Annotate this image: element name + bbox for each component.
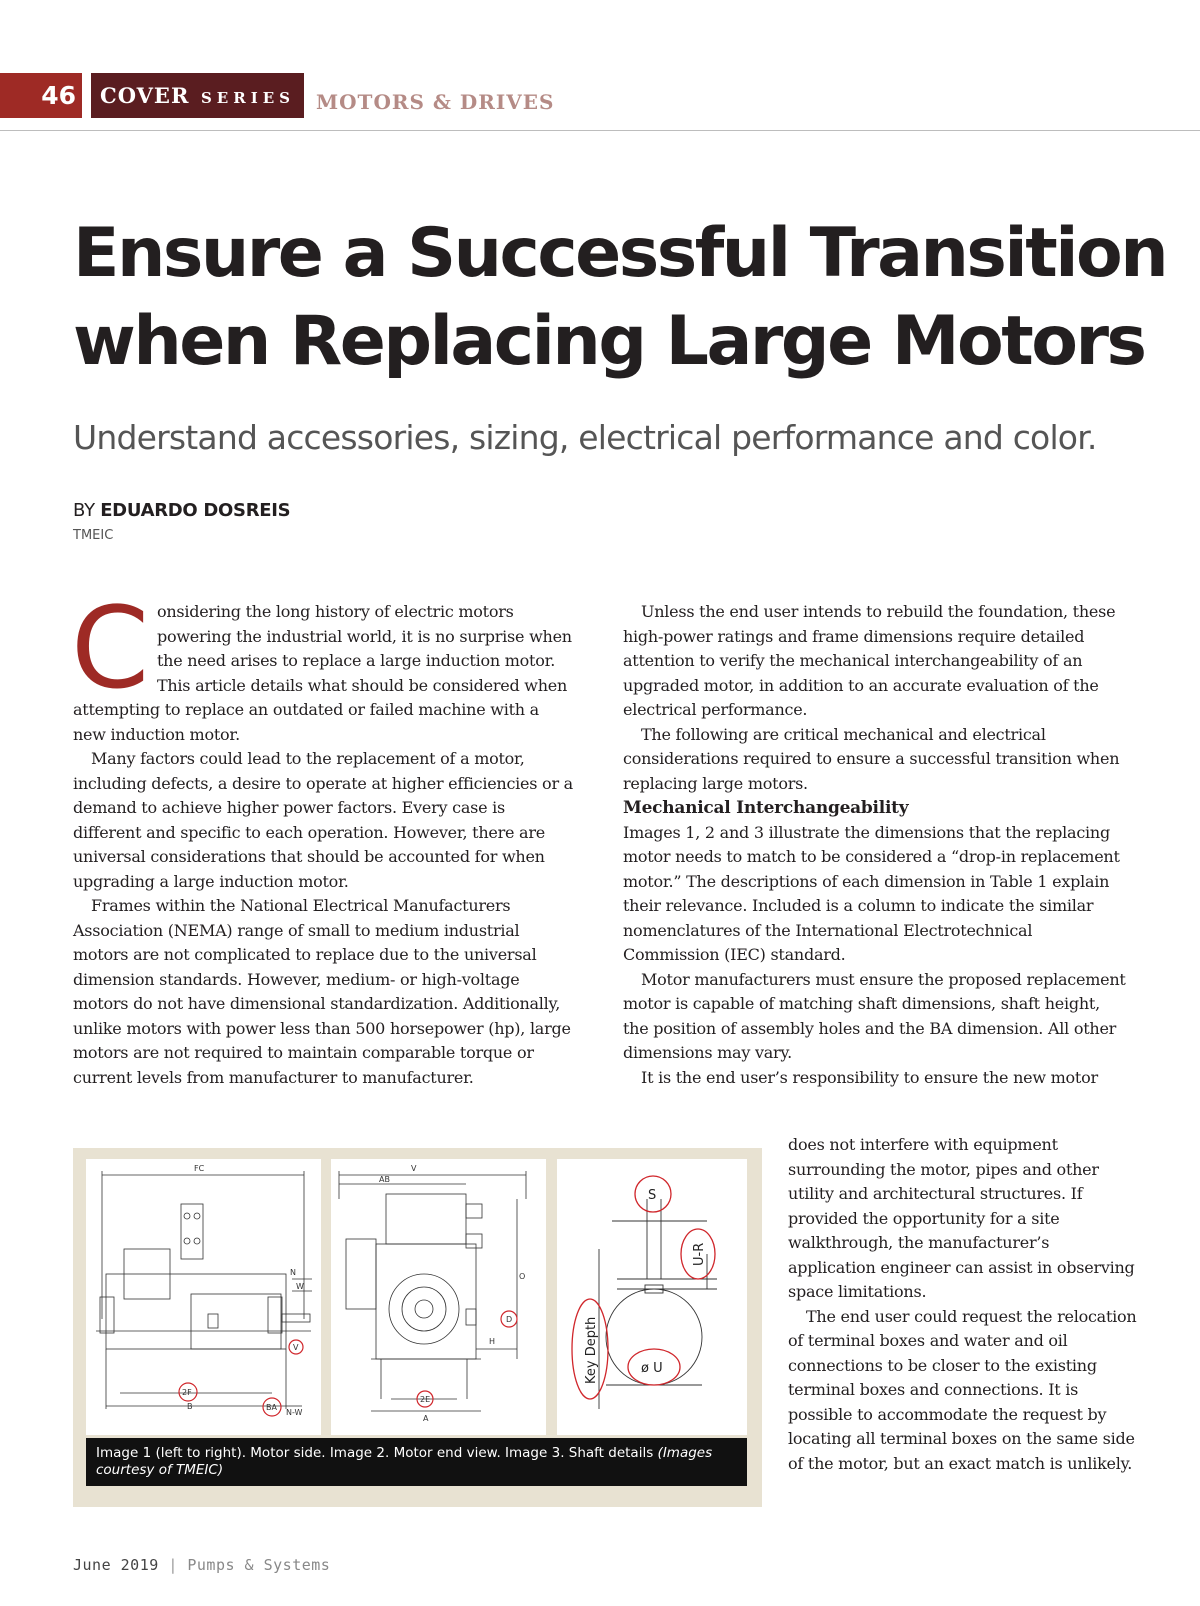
v-label: V [293,1343,299,1352]
author-name: EDUARDO DOSREIS [100,500,291,521]
right-column [623,600,1128,1090]
caption-text: Image 1 (left to right). Motor side. Image 2. Motor end view. Image 3. Shaft details [96,1445,658,1461]
v-label: V [411,1164,417,1173]
fc-label: FC [194,1164,205,1173]
b-label: B [187,1402,193,1411]
page-number: 46 [0,73,82,118]
paragraph: The end user could request the relocation of terminal boxes and water and oil connections to be closer to the existing terminal boxes and connections. It is possible to accommodate the request by locating all terminal boxes on the same side of the motor, but an exact match is unlikely. [788,1306,1137,1473]
2e-label: 2E [420,1395,431,1404]
author-affiliation: TMEIC [73,528,114,543]
ba-label: BA [266,1403,277,1412]
paragraph: It is the end user’s responsibility to ensure the new motor [641,1067,1098,1087]
motor-end-view [331,1159,546,1435]
n-label: N [290,1268,296,1277]
motor-side-view [86,1159,321,1435]
left-column [71,584,573,1090]
drop-cap: C [71,584,149,714]
motor-end-drawing [331,1159,546,1435]
issue-date: June 2019 [73,1556,159,1574]
paragraph [71,584,573,747]
w-label: W [296,1282,304,1291]
paragraph: Frames within the National Electrical Manufacturers Association (NEMA) range of small to medium industrial motors are not complicated to replace due to the universal dimension standards. However, medium- or high-voltage motors do not have dimensional standardization. Additionally, unlike motors with power less than 500 horsepower (hp), large motors are not required to maintain comparable torque or current levels from manufacturer to manufacturer. [73,896,571,1087]
shaft-details-drawing [557,1159,747,1435]
paragraph: does not interfere with equipment surrounding the motor, pipes and other utility and architectural structures. If provided the opportunity for a site walkthrough, the manufacturer’s application engineer can assist in observing space limitations. [788,1135,1135,1301]
paragraph-text: onsidering the long history of electric motors powering the industrial world, it is no surprise when the need arises to replace a large induction motor. This article details what should be considered when attempting to replace an outdated or failed machine with a new induction motor. [73,602,572,744]
section-label: MOTORS & DRIVES [316,90,555,114]
cover-label: COVER [100,83,190,108]
ur-label: U-R [692,1242,707,1266]
byline [73,500,290,521]
paragraph: Many factors could lead to the replacement of a motor, including defects, a desire to operate at higher efficiencies or a demand to achieve higher power factors. Every case is different and specific to each operation. However, there are universal considerations that should be accounted for when upgrading a large induction motor. [73,749,573,891]
nw-label: N-W [286,1408,303,1417]
motor-figure [73,1148,762,1507]
section-heading: Mechanical Interchangeability [623,798,909,818]
caption-credit: (Images courtesy of TMEIC) [96,1445,713,1478]
publication-name: Pumps & Systems [187,1556,331,1574]
byline-prefix: BY [73,500,95,521]
right-column-wrap [788,1133,1138,1476]
page-footer [73,1556,330,1574]
d-label: D [506,1315,513,1324]
figure-caption [86,1438,747,1486]
paragraph: Motor manufacturers must ensure the proposed replacement motor is capable of matching shaft dimensions, shaft height, the position of assembly holes and the BA dimension. All other dimensions may vary. [623,969,1126,1062]
header-rule [0,130,1200,131]
key-depth-label: Key Depth [584,1316,599,1384]
paragraph: The following are critical mechanical and electrical considerations required to ensure a successful transition when replacing large motors. [623,724,1120,793]
s-label: S [648,1188,657,1203]
h-label: H [489,1337,496,1346]
motor-side-drawing [86,1159,321,1435]
o-label: O [519,1272,526,1281]
article-subtitle: Understand accessories, sizing, electrical performance and color. [73,418,1097,457]
paragraph: Images 1, 2 and 3 illustrate the dimensions that the replacing motor needs to match to be considered a “drop-in replacement motor.” The descriptions of each dimension in Table 1 explain their relevance. Included is a column to indicate the similar nomenclatures of the International Electrotechnical Commission (IEC) standard. [623,822,1120,964]
2f-label: 2F [182,1388,192,1397]
u-label: ø U [641,1361,663,1376]
cover-series-tab [91,73,304,118]
ab-label: AB [379,1175,390,1184]
article-title: Ensure a Successful Transition when Replacing Large Motors [73,214,1167,381]
paragraph: Unless the end user intends to rebuild the foundation, these high-power ratings and frame dimensions require detailed attention to verify the mechanical interchangeability of an upgraded motor, in addition to an accurate evaluation of the electrical performance. [623,602,1116,719]
footer-separator: | [168,1556,178,1574]
a-label: A [423,1414,429,1423]
shaft-details-view [557,1159,747,1435]
series-label: SERIES [200,89,295,107]
